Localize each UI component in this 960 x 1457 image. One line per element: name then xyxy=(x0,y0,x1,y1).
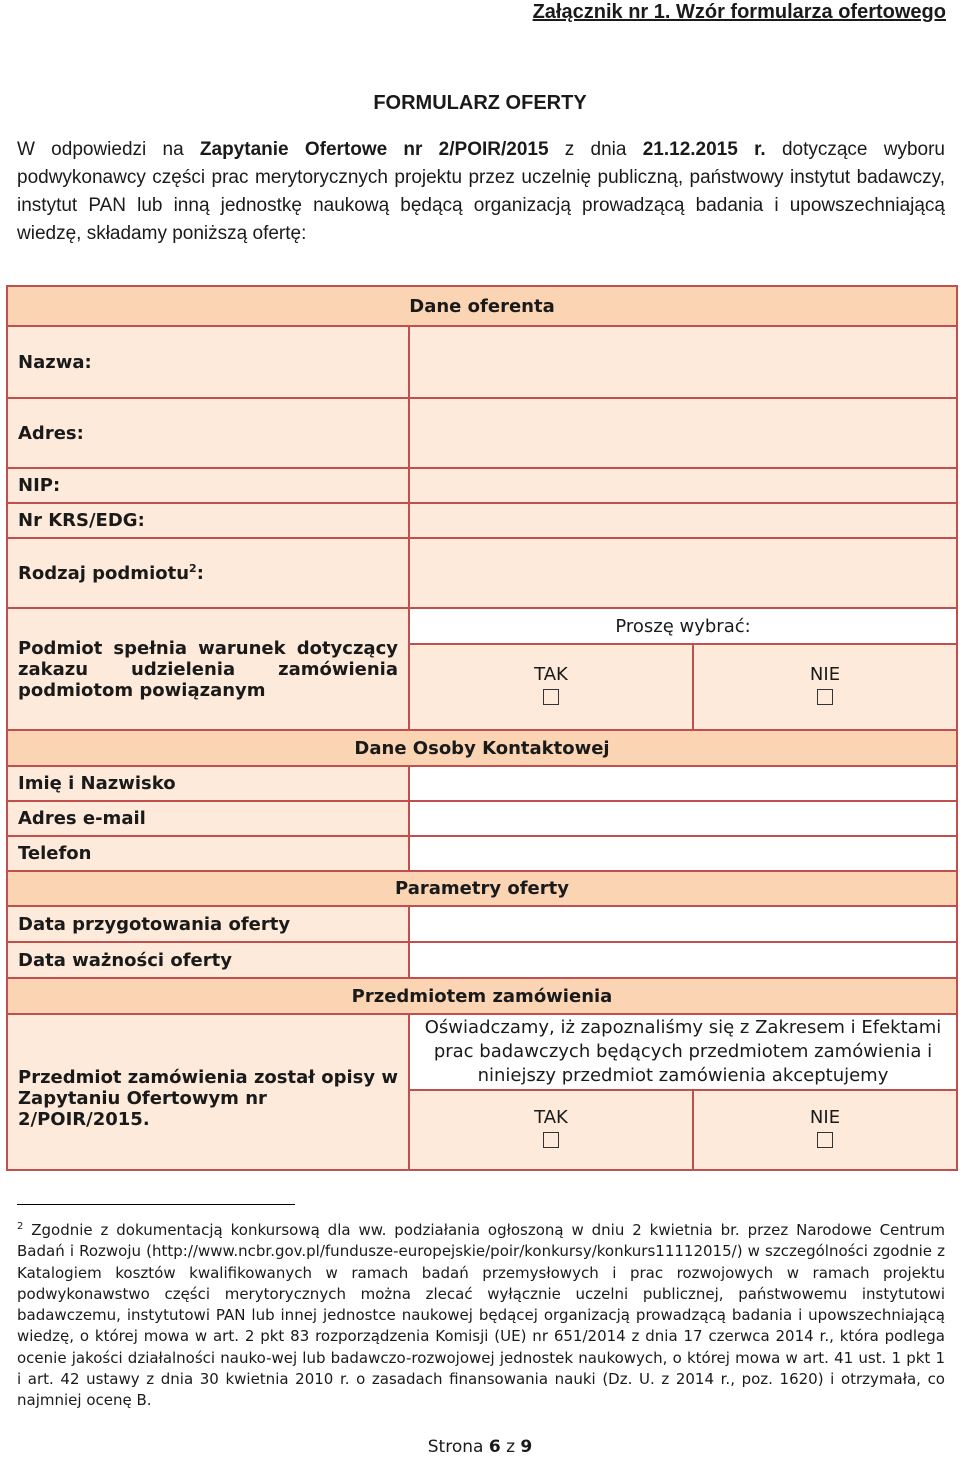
intro-paragraph: W odpowiedzi na Zapytanie Ofertowe nr 2/POIR/2015 z dnia 21.12.2015 r. dotyczące wyboru podwykonawcy części prac merytorycznych projektu przez uczelnię publiczną, państwowy instytut badawczy, instytut PAN lub inną jednostkę naukową będącą organizacją prowadzącą badania i upowszechniającą wiedzę, składamy poniższą ofertę: xyxy=(17,139,946,244)
oswiadczamy-text: Oświadczamy, iż zapoznaliśmy się z Zakresem i Efektami prac badawczych będących przedmiotem zamówienia i niniejszy przedmiot zamówienia akceptujemy xyxy=(409,1014,957,1090)
field-data-waznosci[interactable] xyxy=(409,942,957,978)
field-adres[interactable] xyxy=(409,398,957,468)
label-krs: Nr KRS/EDG: xyxy=(7,503,409,538)
label-przedmiot-opis: Przedmiot zamówienia został opisy w Zapytaniu Ofertowym nr 2/POIR/2015. xyxy=(7,1014,409,1170)
option-nie[interactable] xyxy=(693,644,957,730)
section-parametry: Parametry oferty xyxy=(7,871,957,906)
field-email[interactable] xyxy=(409,801,957,836)
prosze-wybrac-label: Proszę wybrać: xyxy=(409,608,957,644)
option-nie-2-label: NIE xyxy=(809,1107,841,1128)
footnote-separator xyxy=(17,1204,295,1205)
label-rodzaj-podmiotu: Rodzaj podmiotu$^2$: xyxy=(7,538,409,608)
section-dane-oferenta: Dane oferenta xyxy=(7,286,957,326)
label-data-waznosci: Data ważności oferty xyxy=(7,942,409,978)
label-data-przygotowania: Data przygotowania oferty xyxy=(7,906,409,942)
checkbox-nie-2[interactable] xyxy=(817,1132,833,1148)
option-tak-label: TAK xyxy=(534,664,568,685)
field-rodzaj-podmiotu[interactable] xyxy=(409,538,957,608)
option-nie-label: NIE xyxy=(809,664,841,685)
annex-title: Załącznik nr 1. Wzór formularza ofertowego xyxy=(532,1,946,23)
field-nazwa[interactable] xyxy=(409,326,957,398)
label-email: Adres e-mail xyxy=(7,801,409,836)
option-nie-2[interactable] xyxy=(693,1090,957,1170)
page-number: Strona 6 z 9 xyxy=(427,1437,533,1457)
option-tak-2-label: TAK xyxy=(534,1107,568,1128)
label-imie-nazwisko: Imię i Nazwisko xyxy=(7,766,409,801)
section-dane-osoby: Dane Osoby Kontaktowej xyxy=(7,730,957,766)
checkbox-nie[interactable] xyxy=(817,689,833,705)
section-przedmiotem: Przedmiotem zamówienia xyxy=(7,978,957,1014)
footnote: $^2$ Zgodnie z dokumentacją konkursową dla ww. podziałania ogłoszoną w dniu 2 kwietnia br. przez Narodowe Centrum Badań i Rozwoju (http://www.ncbr.gov.pl/fundusze-europejskie/poir/konkursy/konkurs11112015/) w szczególności zgodnie z Katalogiem kosztów kwalifikowanych w ramach badań przemysłowych i prac rozwojowych w ramach projektu podwykonawstwo części merytorycznych można zlecać wyłącznie uczelni publicznej, państwowemu instytutowi badawczemu, instytutowi PAN lub innej jednostce naukowej będącej organizacją prowadzącą badania i upowszechniającą wiedzę, o której mowa w art. 2 pkt 83 rozporządzenia Komisji (UE) nr 651/2014 z dnia 17 czerwca 2014 r., która podlega ocenie jakości działalności nauko-wej lub badawczo-rozwojowej jednostek naukowych, o której mowa w art. 41 ust. 1 pkt 1 i art. 42 ustawy z dnia 30 kwietnia 2010 r. o zasadach finansowania nauki (Dz. U. z 2014 r., poz. 1620) i otrzymała, co najmniej ocenę B. xyxy=(17,1221,945,1410)
checkbox-tak-2[interactable] xyxy=(543,1132,559,1148)
checkbox-tak[interactable] xyxy=(543,689,559,705)
form-title: FORMULARZ OFERTY xyxy=(373,92,587,114)
label-podmiot-warunek: Podmiot spełnia warunek dotyczący zakazu udzielenia zamówienia podmiotom powiązanym xyxy=(7,608,409,730)
label-nazwa: Nazwa: xyxy=(7,326,409,398)
offer-form-table xyxy=(6,285,958,1171)
field-telefon[interactable] xyxy=(409,836,957,871)
option-tak[interactable] xyxy=(409,644,693,730)
option-tak-2[interactable] xyxy=(409,1090,693,1170)
label-nip: NIP: xyxy=(7,468,409,503)
label-adres: Adres: xyxy=(7,398,409,468)
field-krs[interactable] xyxy=(409,503,957,538)
field-nip[interactable] xyxy=(409,468,957,503)
field-data-przygotowania[interactable] xyxy=(409,906,957,942)
field-imie-nazwisko[interactable] xyxy=(409,766,957,801)
label-telefon: Telefon xyxy=(7,836,409,871)
